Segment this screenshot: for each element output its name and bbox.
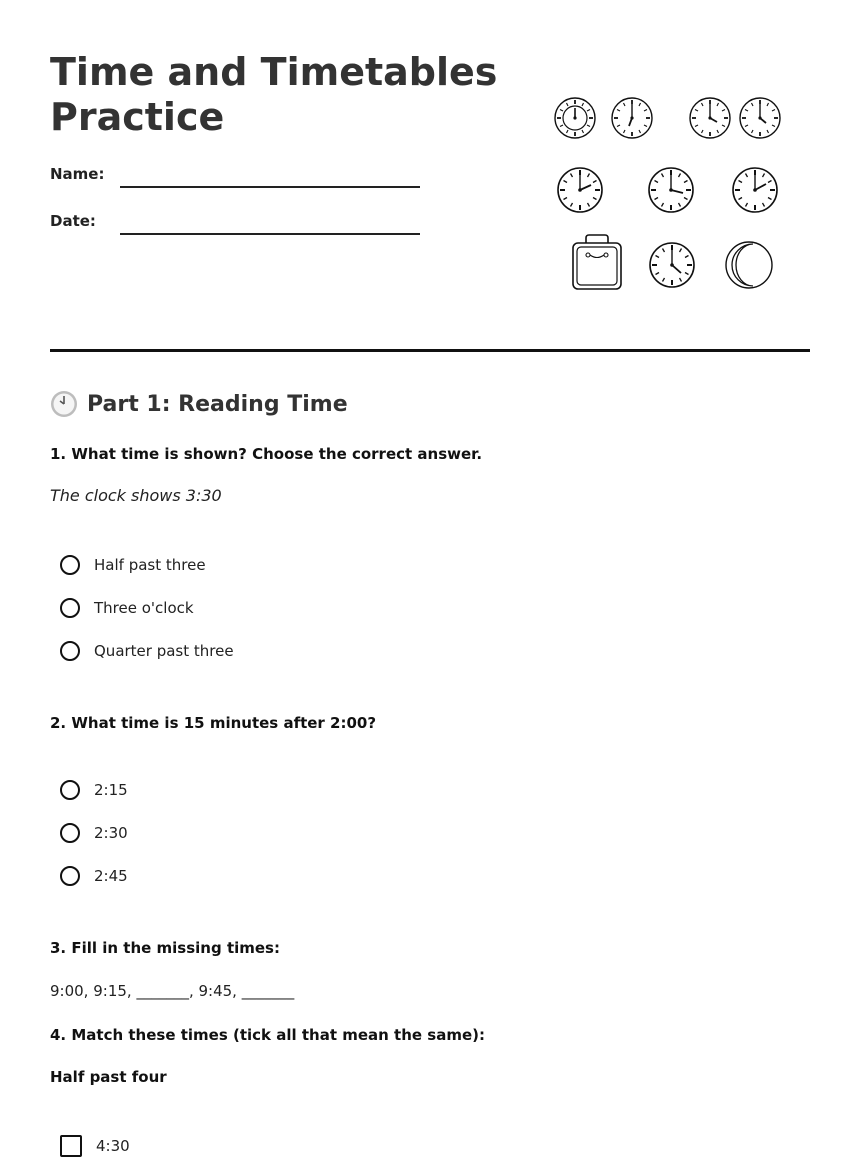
clock-icon xyxy=(50,390,78,418)
clock-icon xyxy=(740,98,780,138)
option-label: Quarter past three xyxy=(94,642,234,660)
question-2-option[interactable] xyxy=(60,820,128,846)
question-4-target: Half past four xyxy=(50,1068,167,1086)
question-1-prompt: 1. What time is shown? Choose the correct answer. xyxy=(50,445,483,463)
question-2-option[interactable] xyxy=(60,863,128,889)
question-1-option[interactable] xyxy=(60,638,234,664)
question-3-sequence[interactable]: 9:00, 9:15, _______, 9:45, _______ xyxy=(50,982,295,1000)
question-1-option[interactable] xyxy=(60,552,206,578)
name-input-line[interactable] xyxy=(120,186,420,188)
date-input-line[interactable] xyxy=(120,233,420,235)
clock-icon xyxy=(733,168,777,212)
crescent-moon-icon xyxy=(726,242,772,288)
radio-button[interactable] xyxy=(60,780,80,800)
question-3-prompt: 3. Fill in the missing times: xyxy=(50,939,280,957)
radio-button[interactable] xyxy=(60,641,80,661)
clock-icon xyxy=(650,243,694,287)
section-divider xyxy=(50,349,810,352)
radio-button[interactable] xyxy=(60,555,80,575)
option-label: Three o'clock xyxy=(94,599,194,617)
question-1-clock-caption: The clock shows 3:30 xyxy=(50,486,222,505)
briefcase-icon xyxy=(573,235,621,289)
checkbox[interactable] xyxy=(60,1135,82,1157)
option-label: 2:45 xyxy=(94,867,128,885)
option-label: 2:30 xyxy=(94,824,128,842)
clock-icon xyxy=(612,98,652,138)
question-4-prompt: 4. Match these times (tick all that mean the same): xyxy=(50,1026,486,1044)
clock-icon xyxy=(558,168,602,212)
date-label: Date: xyxy=(50,212,96,230)
radio-button[interactable] xyxy=(60,823,80,843)
option-label: 4:30 xyxy=(96,1137,130,1155)
option-label: 2:15 xyxy=(94,781,128,799)
clock-illustration xyxy=(548,92,788,294)
question-1-option[interactable] xyxy=(60,595,194,621)
clock-icon xyxy=(690,98,730,138)
worksheet-title: Time and Timetables Practice xyxy=(50,50,498,139)
name-label: Name: xyxy=(50,165,105,183)
radio-button[interactable] xyxy=(60,866,80,886)
clock-icon xyxy=(649,168,693,212)
question-4-option[interactable] xyxy=(60,1133,130,1159)
part1-heading-text: Part 1: Reading Time xyxy=(87,391,348,417)
question-2-option[interactable] xyxy=(60,777,128,803)
question-2-prompt: 2. What time is 15 minutes after 2:00? xyxy=(50,714,377,732)
part1-heading xyxy=(50,388,348,420)
clock-icon xyxy=(555,98,595,138)
radio-button[interactable] xyxy=(60,598,80,618)
option-label: Half past three xyxy=(94,556,206,574)
